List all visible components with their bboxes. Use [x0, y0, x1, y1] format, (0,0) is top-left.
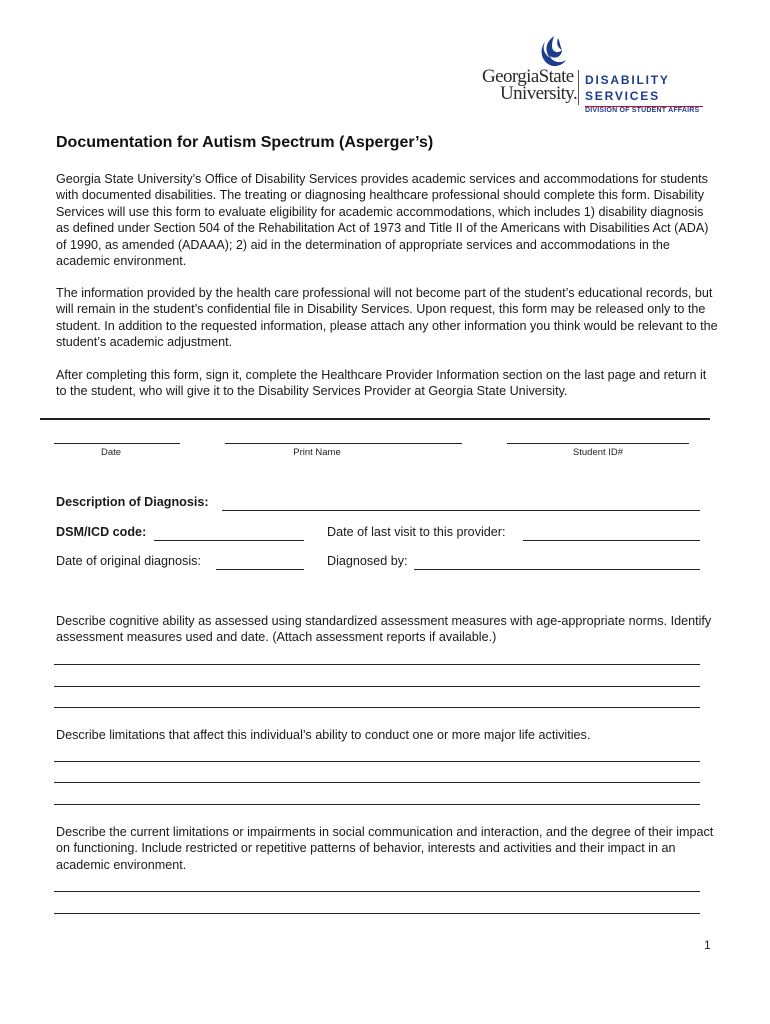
logo-divider: [578, 70, 579, 105]
date-last-visit-label: Date of last visit to this provider:: [327, 525, 506, 539]
dsm-icd-code-field[interactable]: [154, 540, 304, 541]
page-number: 1: [704, 938, 711, 952]
diagnosed-by-label: Diagnosed by:: [327, 554, 408, 568]
description-of-diagnosis-label: Description of Diagnosis:: [56, 495, 209, 509]
date-original-diagnosis-label: Date of original diagnosis:: [56, 554, 201, 568]
cognitive-answer-line-2[interactable]: [54, 686, 700, 687]
social-communication-question: Describe the current limitations or impairments in social communication and interaction, and the degree of their impact on functioning. Include restricted or repetitive patterns of behavior, interests and activities and their impact in an academic environment.: [56, 825, 714, 872]
logo-georgia-state: GeorgiaState: [482, 66, 574, 87]
diagnosed-by-field[interactable]: [414, 569, 700, 570]
student-id-line[interactable]: [507, 443, 689, 444]
logo-division: DIVISION OF STUDENT AFFAIRS: [585, 107, 700, 114]
logo-services: SERVICES: [585, 89, 660, 103]
limitations-answer-line-2[interactable]: [54, 782, 700, 783]
dsm-icd-code-label: DSM/ICD code:: [56, 525, 147, 539]
logo-university: University.: [500, 83, 578, 104]
limitations-answer-line-1[interactable]: [54, 761, 700, 762]
limitations-question: Describe limitations that affect this individual’s ability to conduct one or more major life activities.: [56, 728, 591, 742]
intro-paragraph: Georgia State University’s Office of Disability Services provides academic services and accommodations for students with documented disabilities. The treating or diagnosing healthcare professional should complete this form. Disability Services will use this form to evaluate eligibility for academic accommodations, which includes 1) disability diagnosis as defined under Section 504 of the Rehabilitation Act of 1973 and Title II of the Americans with Disabilities Act (ADA) of 1990, as amended (ADAAA); 2) aid in the determination of appropriate services and accommodations in the academic environment.: [56, 172, 709, 269]
gsu-disability-services-logo: [482, 32, 712, 118]
page-title: Documentation for Autism Spectrum (Asperger’s): [56, 134, 434, 151]
date-label: Date: [100, 447, 122, 458]
confidentiality-paragraph: The information provided by the health care professional will not become part of the student’s educational records, but will remain in the student’s confidential file in Disability Services. Upon request, this form may be released only to the student. In addition to the requested information, please attach any other information you think would be relevant to the student’s academic adjustment.: [56, 286, 718, 350]
logo-disability: DISABILITY: [585, 73, 670, 87]
social-answer-line-1[interactable]: [54, 891, 700, 892]
cognitive-answer-line-3[interactable]: [54, 707, 700, 708]
date-signature-line[interactable]: [54, 443, 180, 444]
date-last-visit-field[interactable]: [523, 540, 700, 541]
print-name-line[interactable]: [225, 443, 462, 444]
cognitive-ability-question: Describe cognitive ability as assessed using standardized assessment measures with age-appropriate norms. Identify assessment measures used and date. (Attach assessment reports if available.): [56, 614, 712, 645]
social-answer-line-2[interactable]: [54, 913, 700, 914]
date-original-diagnosis-field[interactable]: [216, 569, 304, 570]
student-id-label: Student ID#: [572, 447, 624, 458]
instructions-paragraph: After completing this form, sign it, complete the Healthcare Provider Information section on the last page and return it to the student, who will give it to the Disability Services Provider at Georgia State University.: [56, 368, 707, 399]
limitations-answer-line-3[interactable]: [54, 804, 700, 805]
print-name-label: Print Name: [293, 447, 341, 458]
description-of-diagnosis-field[interactable]: [222, 510, 700, 511]
section-divider: [40, 418, 710, 420]
cognitive-answer-line-1[interactable]: [54, 664, 700, 665]
